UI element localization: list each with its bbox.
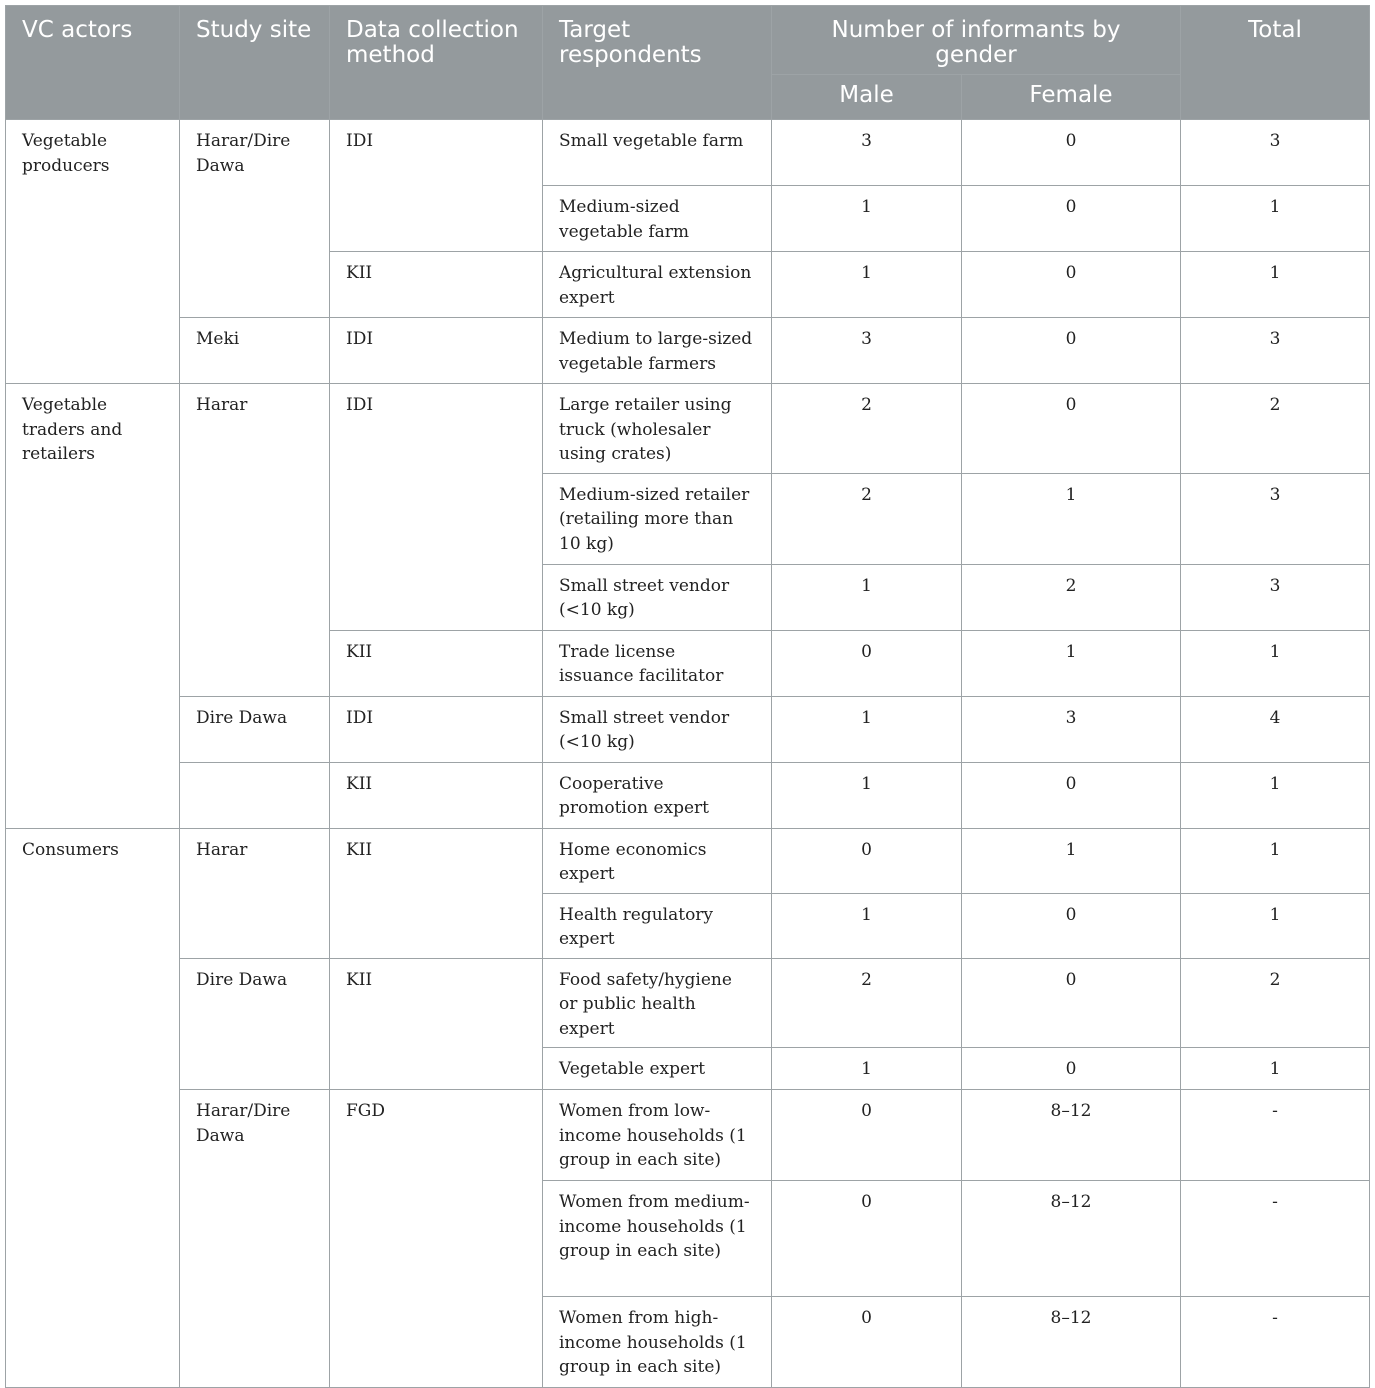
method-cell: IDI: [330, 696, 543, 762]
female-cell: 0: [962, 318, 1181, 384]
male-cell: 1: [772, 252, 962, 318]
total-cell: 4: [1181, 696, 1370, 762]
total-cell: -: [1181, 1090, 1370, 1181]
table-header: [6, 6, 1370, 120]
header-method: Data collection method: [330, 6, 543, 120]
female-cell: 8–12: [962, 1090, 1181, 1181]
female-cell: 0: [962, 384, 1181, 474]
table-row: [6, 318, 1370, 384]
method-cell: KII: [330, 252, 543, 318]
total-cell: 3: [1181, 120, 1370, 186]
female-cell: 8–12: [962, 1297, 1181, 1388]
header-study-site: Study site: [180, 6, 330, 120]
male-cell: 2: [772, 473, 962, 564]
target-cell: Medium to large-sized vegetable farmers: [543, 318, 772, 384]
table-row: [6, 828, 1370, 893]
target-cell: Cooperative promotion expert: [543, 762, 772, 828]
header-target: Target respondents: [543, 6, 772, 120]
table-row: [6, 762, 1370, 828]
male-cell: 0: [772, 1090, 962, 1181]
method-cell: FGD: [330, 1090, 543, 1388]
male-cell: 3: [772, 120, 962, 186]
female-cell: 1: [962, 473, 1181, 564]
male-cell: 3: [772, 318, 962, 384]
total-cell: 1: [1181, 630, 1370, 696]
female-cell: 3: [962, 696, 1181, 762]
table-row: [6, 696, 1370, 762]
total-cell: 3: [1181, 318, 1370, 384]
table-row: [6, 120, 1370, 186]
female-cell: 8–12: [962, 1181, 1181, 1297]
female-cell: 0: [962, 252, 1181, 318]
target-cell: Home economics expert: [543, 828, 772, 893]
table-row: [6, 1090, 1370, 1181]
total-cell: 1: [1181, 762, 1370, 828]
table-row: [6, 384, 1370, 474]
target-cell: Women from high-income households (1 group in each site): [543, 1297, 772, 1388]
male-cell: 0: [772, 1297, 962, 1388]
female-cell: 2: [962, 564, 1181, 630]
male-cell: 2: [772, 958, 962, 1048]
total-cell: 2: [1181, 958, 1370, 1048]
target-cell: Small street vendor (<10 kg): [543, 564, 772, 630]
female-cell: 0: [962, 762, 1181, 828]
total-cell: 1: [1181, 1048, 1370, 1090]
male-cell: 1: [772, 696, 962, 762]
male-cell: 0: [772, 630, 962, 696]
target-cell: Vegetable expert: [543, 1048, 772, 1090]
male-cell: 2: [772, 384, 962, 474]
study-site-cell: Dire Dawa: [180, 696, 330, 762]
male-cell: 1: [772, 186, 962, 252]
vc-actor-cell: Vegetable producers: [6, 120, 180, 384]
female-cell: 0: [962, 958, 1181, 1048]
method-cell: KII: [330, 828, 543, 958]
informants-table: [5, 5, 1370, 1388]
method-cell: KII: [330, 762, 543, 828]
female-cell: 0: [962, 893, 1181, 958]
target-cell: Medium-sized vegetable farm: [543, 186, 772, 252]
male-cell: 1: [772, 1048, 962, 1090]
total-cell: 1: [1181, 186, 1370, 252]
target-cell: Medium-sized retailer (retailing more than 10 kg): [543, 473, 772, 564]
header-male: Male: [772, 75, 962, 120]
study-site-cell: Harar/Dire Dawa: [180, 1090, 330, 1388]
method-cell: IDI: [330, 120, 543, 252]
female-cell: 0: [962, 120, 1181, 186]
study-site-cell-empty: [180, 762, 330, 828]
method-cell: IDI: [330, 318, 543, 384]
target-cell: Large retailer using truck (wholesaler using crates): [543, 384, 772, 474]
target-cell: Food safety/hygiene or public health expert: [543, 958, 772, 1048]
total-cell: 2: [1181, 384, 1370, 474]
total-cell: 1: [1181, 893, 1370, 958]
target-cell: Trade license issuance facilitator: [543, 630, 772, 696]
header-informants: Number of informants by gender: [772, 6, 1181, 75]
study-site-cell: Meki: [180, 318, 330, 384]
target-cell: Women from low-income households (1 group in each site): [543, 1090, 772, 1181]
total-cell: -: [1181, 1297, 1370, 1388]
total-cell: 3: [1181, 473, 1370, 564]
male-cell: 1: [772, 893, 962, 958]
male-cell: 0: [772, 828, 962, 893]
target-cell: Agricultural extension expert: [543, 252, 772, 318]
total-cell: -: [1181, 1181, 1370, 1297]
header-total: Total: [1181, 6, 1370, 120]
header-female: Female: [962, 75, 1181, 120]
vc-actor-cell: Vegetable traders and retailers: [6, 384, 180, 829]
total-cell: 1: [1181, 252, 1370, 318]
vc-actor-cell: Consumers: [6, 828, 180, 1388]
method-cell: KII: [330, 958, 543, 1090]
method-cell: KII: [330, 630, 543, 696]
male-cell: 1: [772, 762, 962, 828]
female-cell: 1: [962, 828, 1181, 893]
study-site-cell: Dire Dawa: [180, 958, 330, 1090]
target-cell: Small street vendor (<10 kg): [543, 696, 772, 762]
target-cell: Women from medium-income households (1 group in each site): [543, 1181, 772, 1297]
female-cell: 0: [962, 186, 1181, 252]
male-cell: 0: [772, 1181, 962, 1297]
study-site-cell: Harar: [180, 384, 330, 697]
female-cell: 1: [962, 630, 1181, 696]
header-vc-actors: VC actors: [6, 6, 180, 120]
total-cell: 1: [1181, 828, 1370, 893]
target-cell: Small vegetable farm: [543, 120, 772, 186]
study-site-cell: Harar: [180, 828, 330, 958]
male-cell: 1: [772, 564, 962, 630]
method-cell: IDI: [330, 384, 543, 631]
target-cell: Health regulatory expert: [543, 893, 772, 958]
study-site-cell: Harar/Dire Dawa: [180, 120, 330, 318]
table-row: [6, 958, 1370, 1048]
total-cell: 3: [1181, 564, 1370, 630]
female-cell: 0: [962, 1048, 1181, 1090]
